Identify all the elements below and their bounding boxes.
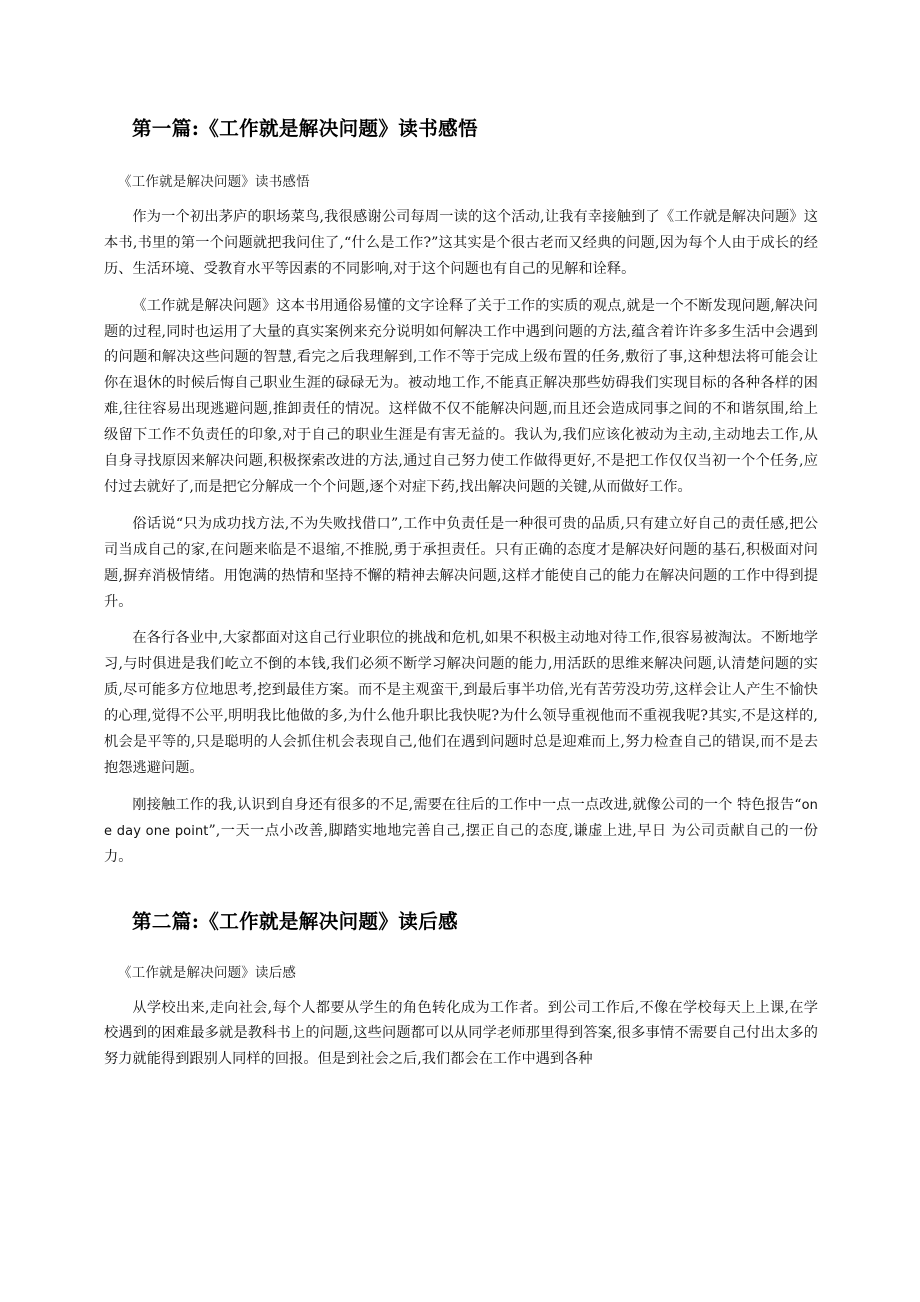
section-two-heading: 第二篇:《工作就是解决问题》读后感 bbox=[132, 909, 458, 933]
section-one-paragraph-1: 作为一个初出茅庐的职场菜鸟,我很感谢公司每周一读的这个活动,让我有幸接触到了《工作就是解决问题》这本书,书里的第一个问题就把我问住了,“什么是工作?”这其实是个很古老而又经典的问题,因为每个人由于成长的经历、生活环境、受教育水平等因素的不同影响,对于这个问题也有自己的见解和诠释。 bbox=[104, 208, 818, 277]
section-one-paragraph-4: 在各行各业中,大家都面对这自己行业职位的挑战和危机,如果不积极主动地对待工作,很容易被淘汰。不断地学习,与时俱进是我们屹立不倒的本钱,我们必须不断学习解决问题的能力,用活跃的思维来解决问题,认清楚问题的实质,尽可能多方位地思考,挖到最佳方案。而不是主观蛮干,到最后事半功倍,光有苦劳没功劳,这样会让人产生不愉快的心理,觉得不公平,明明我比他做的多,为什么他升职比我快呢?为什么领导重视他而不重视我呢?其实,不是这样的,机会是平等的,只是聪明的人会抓住机会表现自己,他们在遇到问题时总是迎难而上,努力检查自己的错误,而不是去抱怨逃避问题。 bbox=[104, 630, 818, 776]
section-one-paragraph-3: 俗话说“只为成功找方法,不为失败找借口”,工作中负责任是一种很可贵的品质,只有建立好自己的责任感,把公司当成自己的家,在问题来临是不退缩,不推脱,勇于承担责任。只有正确的态度才是解决好问题的基石,积极面对问题,摒弃消极情绪。用饱满的热情和坚持不懈的精神去解决问题,这样才能使自己的能力在解决问题的工作中得到提升。 bbox=[104, 515, 818, 610]
closing-text-latin-phrase: one day one point bbox=[104, 797, 818, 839]
section-two bbox=[104, 907, 818, 1074]
section-two-paragraph-1: 从学校出来,走向社会,每个人都要从学生的角色转化成为工作者。到公司工作后,不像在学校每天上上课,在学校遇到的困难最多就是教科书上的问题,这些问题都可以从同学老师那里得到答案,很多事情不需要自己付出太多的努力就能得到跟别人同样的回报。但是到社会之后,我们都会在工作中遇到各种 bbox=[104, 999, 818, 1068]
closing-text-before: 刚接触工作的我,认识到自身还有很多的不足,需要在往后的工作中一点一点改进,就像公司的一个 特色报告“ bbox=[132, 796, 802, 813]
section-one bbox=[104, 114, 818, 871]
closing-text-after: ”,一天一点小改善,脚踏实地地完善自己,摆正自己的态度,谦虚上进,早日 为公司贡献自己的一份力。 bbox=[104, 822, 818, 865]
document-body bbox=[104, 104, 818, 1073]
section-one-subtitle: 《工作就是解决问题》读书感悟 bbox=[118, 174, 310, 191]
section-one-paragraph-2: 《工作就是解决问题》这本书用通俗易懂的文字诠释了关于工作的实质的观点,就是一个不断发现问题,解决问题的过程,同时也运用了大量的真实案例来充分说明如何解决工作中遇到问题的方法,蕴含着许许多多生活中会遇到的问题和解决这些问题的智慧,看完之后我理解到,工作不等于完成上级布置的任务,敷衍了事,这种想法将可能会让你在退休的时候后悔自己职业生涯的碌碌无为。被动地工作,不能真正解决那些妨碍我们实现目标的各种各样的困难,往往容易出现逃避问题,推卸责任的情况。这样做不仅不能解决问题,而且还会造成同事之间的不和谐氛围,给上级留下工作不负责任的印象,对于自己的职业生涯是有害无益的。我认为,我们应该化被动为主动,主动地去工作,从自身寻找原因来解决问题,积极探索改进的方法,通过自己努力使工作做得更好,不是把工作仅仅当初一个个任务,应付过去就好了,而是把它分解成一个个问题,逐个对症下药,找出解决问题的关键,从而做好工作。 bbox=[104, 297, 818, 495]
section-one-heading: 第一篇:《工作就是解决问题》读书感悟 bbox=[132, 117, 478, 140]
section-two-subtitle: 《工作就是解决问题》读后感 bbox=[118, 964, 297, 981]
section-one-closing-paragraph bbox=[104, 793, 818, 871]
